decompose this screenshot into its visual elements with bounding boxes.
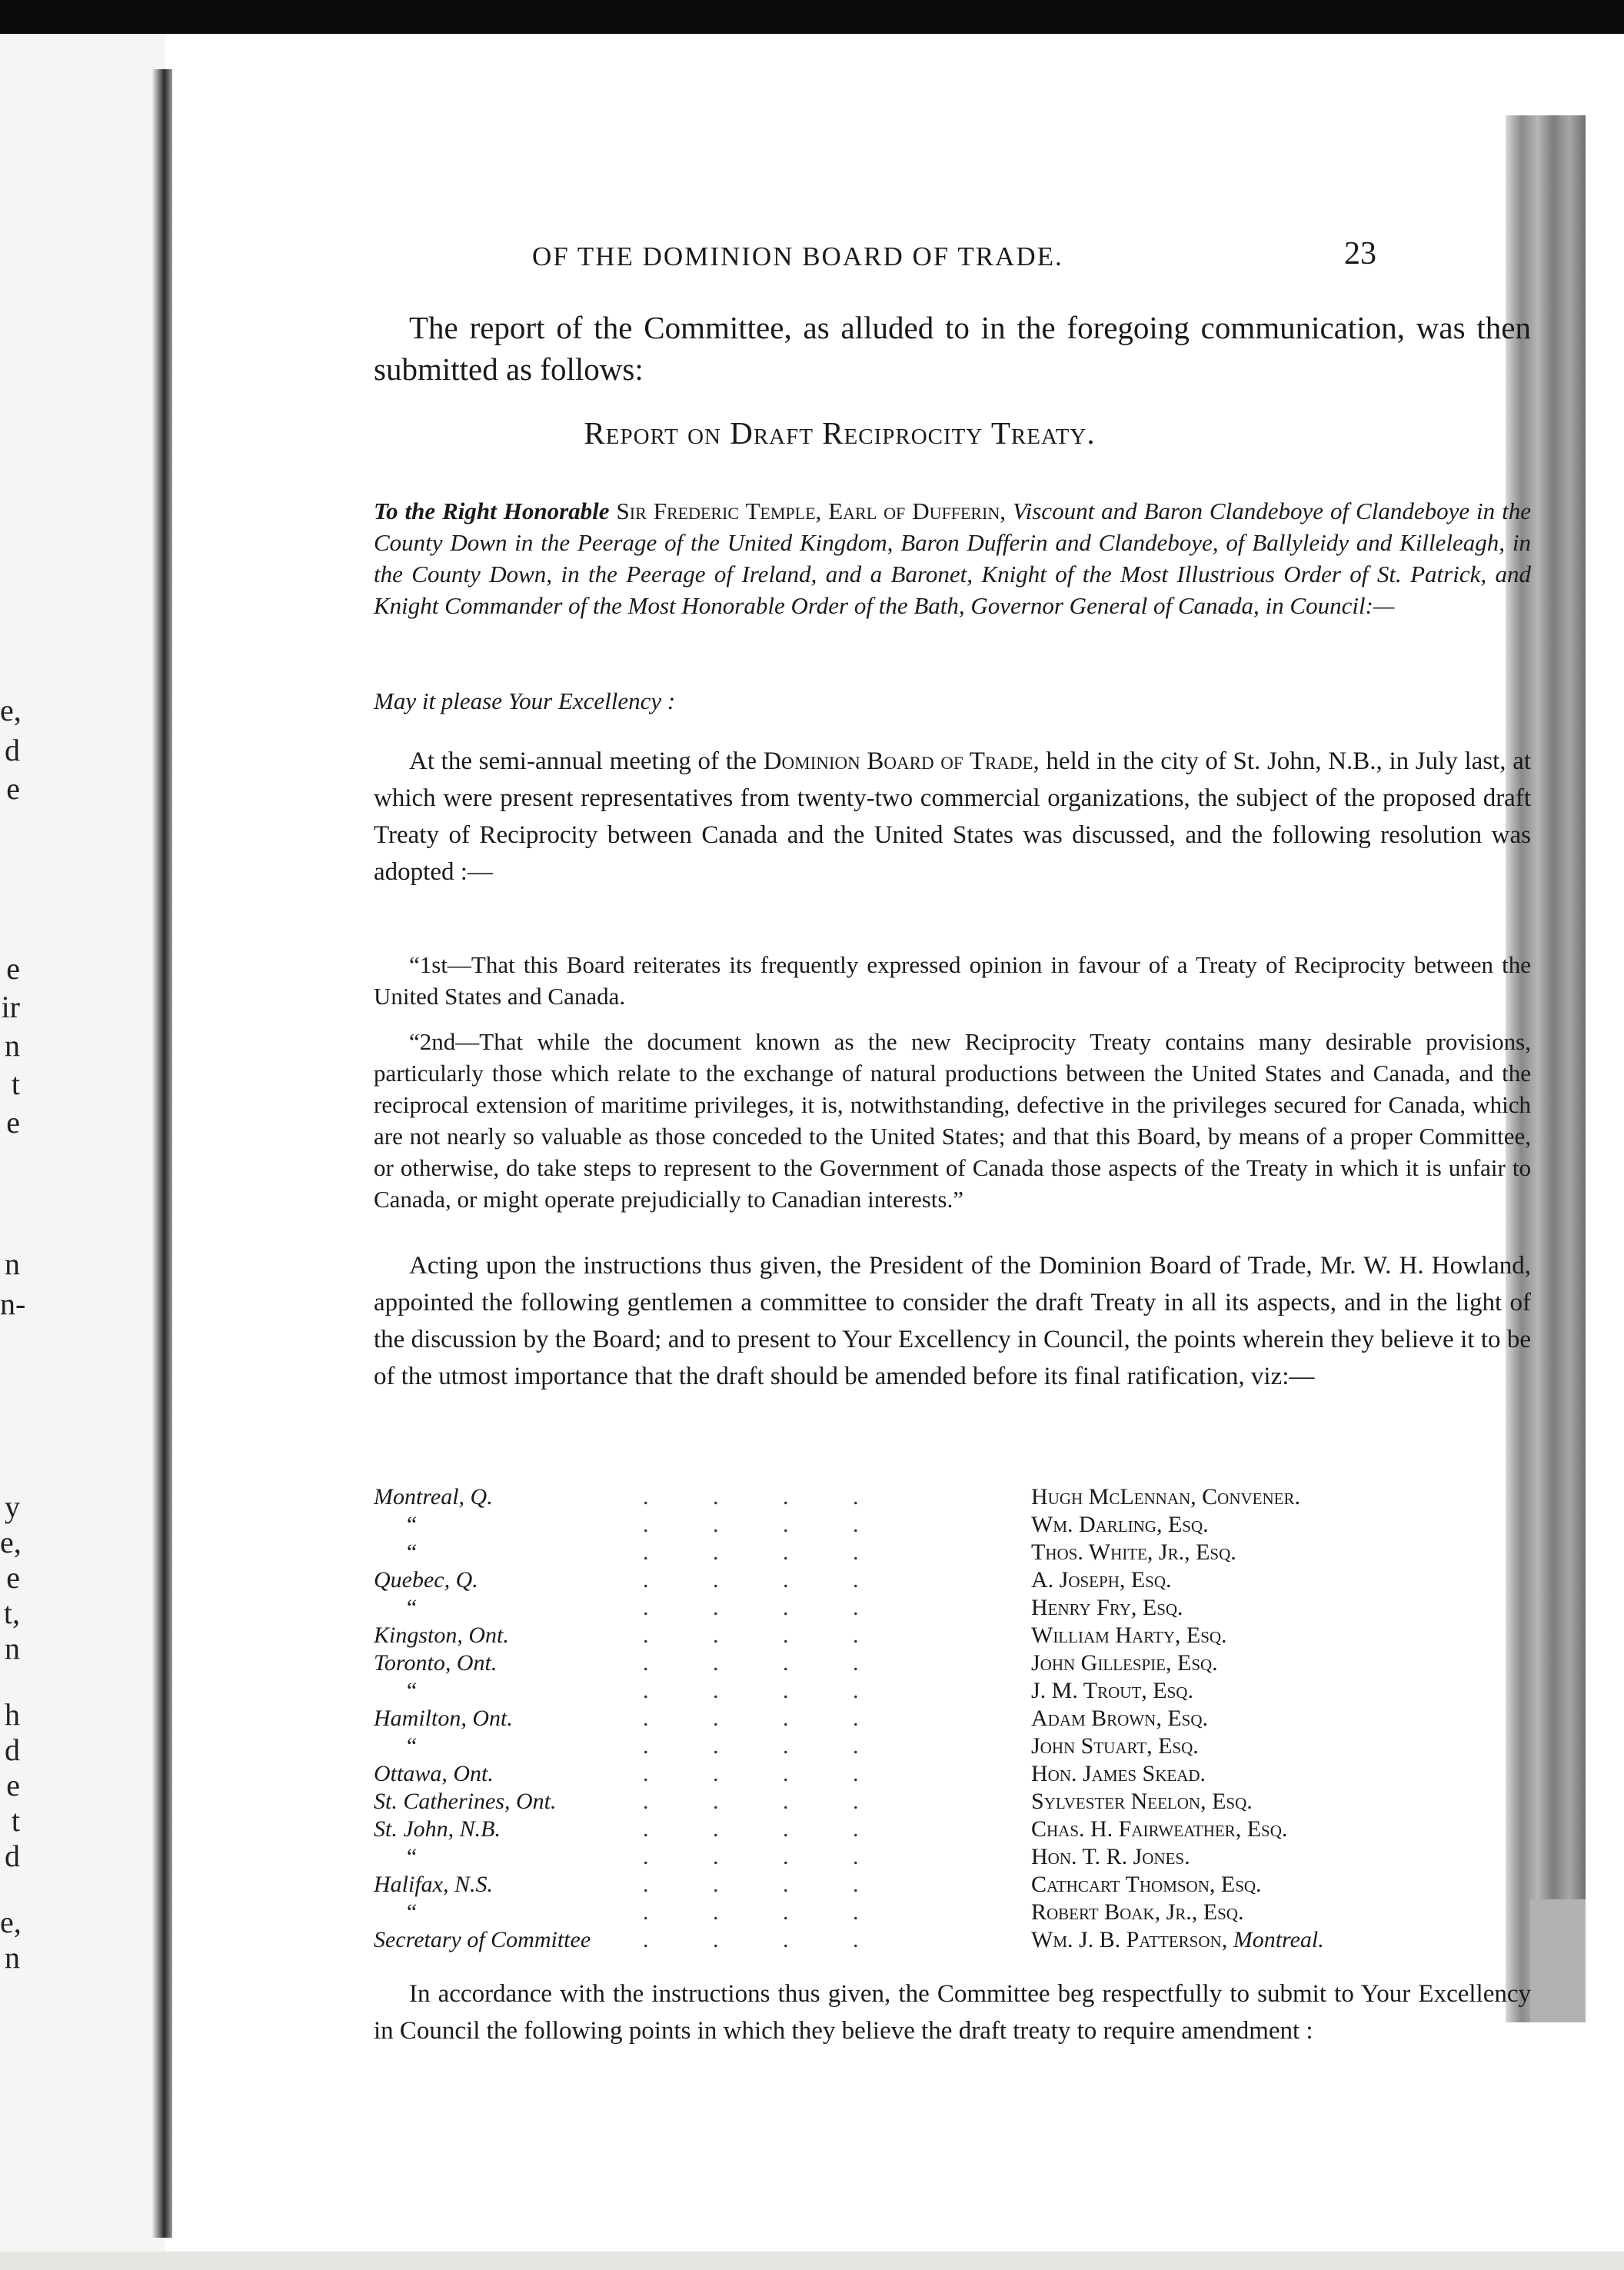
leader-dots: . . . . [643, 1761, 888, 1786]
scan-bottom-border [0, 2252, 1624, 2270]
leader-dots: . . . . [643, 1899, 888, 1925]
committee-row [374, 1595, 1527, 1623]
left-page-fragment: d [5, 1839, 20, 1873]
committee-member: Cathcart Thomson, Esq. [1031, 1872, 1262, 1897]
committee-row [374, 1539, 1527, 1567]
closing-paragraph: In accordance with the instructions thus given, the Committee beg respectfully to submit to Your Excellency in Council the following points in which they believe the draft treaty to require amendment : [374, 1980, 1531, 2045]
committee-row [374, 1816, 1527, 1844]
leader-dots: . . . . [643, 1650, 888, 1676]
left-page-fragment: e [6, 1105, 20, 1140]
committee-row [374, 1872, 1527, 1899]
committee-row [374, 1512, 1527, 1539]
committee-place: Hamilton, Ont. [374, 1706, 513, 1731]
left-page-fragment: d [5, 1732, 20, 1767]
committee-place: “ [404, 1512, 418, 1537]
committee-member: John Stuart, Esq. [1031, 1733, 1199, 1759]
left-page-fragment: y [5, 1489, 20, 1524]
committee-row [374, 1650, 1527, 1678]
left-page-fragment: n [5, 1028, 20, 1063]
left-page-fragment: n [5, 1940, 20, 1975]
board-name: Dominion Board of Trade, [763, 747, 1040, 775]
left-page-fragment: e, [0, 693, 22, 727]
committee-member: Wm. Darling, Esq. [1031, 1512, 1209, 1537]
left-page-fragment: e [6, 771, 20, 806]
left-page-fragment: n [5, 1631, 20, 1666]
resolution-first: “1st—That this Board reiterates its frequently expressed opinion in favour of a Treaty of Reciprocity between the United States and Canada. [374, 951, 1531, 1010]
address-block [374, 495, 1531, 621]
left-page-fragment: e [6, 1768, 20, 1802]
committee-member: J. M. Trout, Esq. [1031, 1678, 1193, 1703]
committee-member: John Gillespie, Esq. [1031, 1650, 1218, 1676]
committee-row [374, 1678, 1527, 1706]
committee-row [374, 1761, 1527, 1789]
committee-member: Robert Boak, Jr., Esq. [1031, 1899, 1244, 1925]
committee-member: Sylvester Neelon, Esq. [1031, 1789, 1253, 1814]
leader-dots: . . . . [643, 1927, 888, 1952]
left-page-fragment: t, [3, 1596, 20, 1630]
committee-place: Kingston, Ont. [374, 1623, 509, 1648]
page-block-shadow [1530, 1899, 1586, 2022]
leader-dots: . . . . [643, 1595, 888, 1620]
committee-place: St. Catherines, Ont. [374, 1789, 557, 1814]
committee-place: Ottawa, Ont. [374, 1761, 494, 1786]
committee-place: Quebec, Q. [374, 1567, 478, 1593]
committee-row [374, 1567, 1527, 1595]
committee-place: Toronto, Ont. [374, 1650, 498, 1676]
left-page-fragment: h [5, 1697, 20, 1732]
running-head: OF THE DOMINION BOARD OF TRADE. [532, 241, 1063, 271]
committee-place: “ [404, 1595, 418, 1620]
leader-dots: . . . . [643, 1484, 888, 1509]
committee-place: St. John, N.B. [374, 1816, 501, 1842]
leader-dots: . . . . [643, 1844, 888, 1869]
committee-member: Thos. White, Jr., Esq. [1031, 1539, 1236, 1565]
committee-member: Henry Fry, Esq. [1031, 1595, 1183, 1620]
committee-row [374, 1899, 1527, 1927]
page-number: 23 [1344, 236, 1376, 271]
left-page-fragment: ir [1, 990, 20, 1024]
committee-member: Hugh McLennan, Convener. [1031, 1484, 1300, 1509]
left-page-fragment: t [11, 1803, 20, 1838]
committee-place: Halifax, N.S. [374, 1872, 493, 1897]
committee-row [374, 1706, 1527, 1733]
committee-place: Secretary of Committee [374, 1927, 591, 1952]
committee-member: Hon. T. R. Jones. [1031, 1844, 1190, 1869]
leader-dots: . . . . [643, 1539, 888, 1565]
leader-dots: . . . . [643, 1512, 888, 1537]
leader-dots: . . . . [643, 1733, 888, 1759]
committee-row [374, 1623, 1527, 1650]
leader-dots: . . . . [643, 1567, 888, 1593]
secretary-city: Montreal. [1233, 1927, 1324, 1952]
committee-row [374, 1844, 1527, 1872]
left-page-fragment: e, [0, 1905, 22, 1939]
address-honoree: Sir Frederic Temple, Earl of Dufferin, [616, 498, 1007, 524]
committee-member [1031, 1927, 1324, 1953]
salutation: May it please Your Excellency : [374, 687, 676, 714]
left-page-fragment: n [5, 1247, 20, 1281]
leader-dots: . . . . [643, 1816, 888, 1842]
paragraph-committee-appointment: Acting upon the instructions thus given, the President of the Dominion Board of Trade, Mr. W. H. Howland, appointed the following gentlemen a committee to consider the draft Treaty in all its aspects, and in the light of the discussion by the Board; and to present to Your Excellency in Council, the points wherein they believe it to be of the utmost importance that the draft should be amended before its final ratification, viz:— [374, 1252, 1531, 1390]
leader-dots: . . . . [643, 1623, 888, 1648]
leader-dots: . . . . [643, 1872, 888, 1897]
left-page-fragment: n- [0, 1286, 26, 1321]
book-gutter [152, 69, 172, 2238]
committee-place: “ [404, 1899, 418, 1925]
paragraph-meeting [374, 743, 1531, 890]
scan-top-border [0, 0, 1624, 34]
left-page-fragment: e, [0, 1525, 22, 1559]
committee-place: Montreal, Q. [374, 1484, 493, 1509]
committee-place: “ [404, 1733, 418, 1759]
main-page [174, 34, 1532, 2252]
address-lead: To the Right Honorable [374, 498, 610, 524]
left-page-fragment: t [11, 1067, 20, 1101]
committee-row [374, 1789, 1527, 1816]
resolution-second: “2nd—That while the document known as the new Reciprocity Treaty contains many desirable provisions, particularly those which relate to the exchange of natural productions between the United States and Canada, and the reciprocal extension of maritime privileges, it is, notwithstanding, defective in the privileges secured for Canada, which are not nearly so valuable as those conceded to the United States; and that this Board, by means of a proper Committee, or otherwise, do take steps to represent to the Government of Canada those aspects of the Treaty in which it is unfair to Canada, or might operate prejudicially to Canadian interests.” [374, 1028, 1531, 1213]
committee-place: “ [404, 1844, 418, 1869]
report-title: Report on Draft Reciprocity Treaty. [584, 415, 1096, 451]
paragraph-meeting-end: held in the city of St. John, N.B., in July last, at which were present representatives from twenty-two commercial organizations, the subject of the proposed draft Treaty of Reciprocity between Canada and the United States was discussed, and the following resolution was adopted :— [374, 747, 1532, 886]
leader-dots: . . . . [643, 1678, 888, 1703]
committee-member: Hon. James Skead. [1031, 1761, 1206, 1786]
leader-dots: . . . . [643, 1789, 888, 1814]
intro-paragraph: The report of the Committee, as alluded to in the foregoing communication, was then submitted as follows: [374, 310, 1531, 387]
address-titles: Viscount and Baron Clandeboye of Clandeboye in the County Down in the Peerage of the United Kingdom, Baron Dufferin and Clandeboye, of Ballyleidy and Killeleagh, in the County Down, in the Peerage of Ireland, and a Baronet, Knight of the Most Illustrious Order of St. Patrick, and Knight Commander of the Most Honorable Order of the Bath, Governor General of Canada, in Council:— [374, 498, 1532, 619]
committee-row [374, 1484, 1527, 1512]
leader-dots: . . . . [643, 1706, 888, 1731]
committee-row [374, 1733, 1527, 1761]
left-page-fragment: d [5, 733, 20, 767]
committee-member: A. Joseph, Esq. [1031, 1567, 1172, 1593]
paragraph-meeting-start: At the semi-annual meeting of the [409, 747, 757, 775]
committee-secretary: Wm. J. B. Patterson, [1031, 1927, 1228, 1952]
left-page-fragment: e [6, 951, 20, 986]
committee-member: Chas. H. Fairweather, Esq. [1031, 1816, 1288, 1842]
committee-place: “ [404, 1539, 418, 1565]
committee-place: “ [404, 1678, 418, 1703]
facing-page-edge [0, 34, 165, 2252]
committee-member: Adam Brown, Esq. [1031, 1706, 1209, 1731]
committee-member: William Harty, Esq. [1031, 1623, 1227, 1648]
left-page-fragment: e [6, 1560, 20, 1595]
committee-row [374, 1927, 1527, 1955]
